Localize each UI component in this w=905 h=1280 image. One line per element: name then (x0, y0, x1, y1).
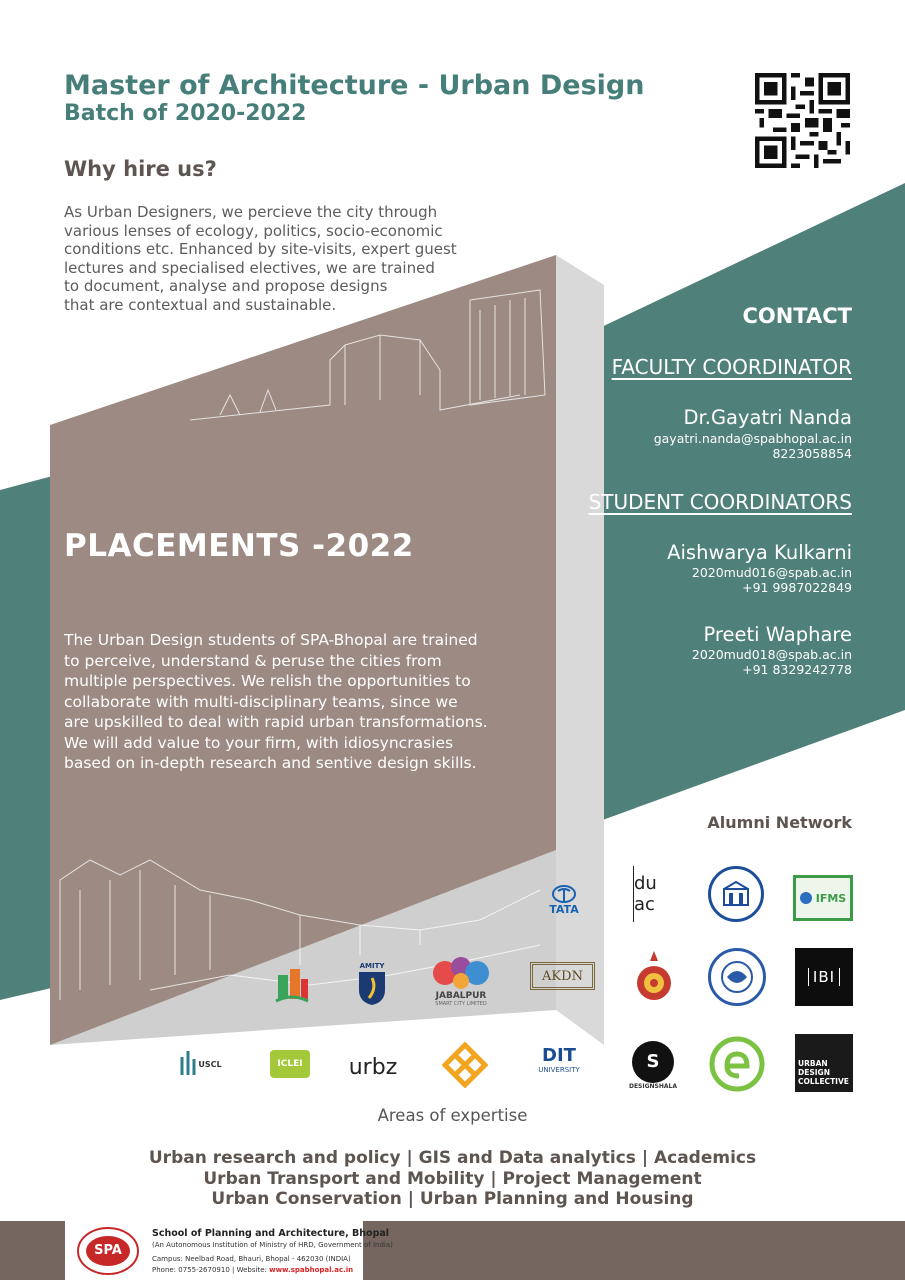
why-line: to document, analyse and propose designs (64, 277, 388, 295)
jabalpur-logo-text: JABALPUR (435, 991, 487, 1001)
ibi-logo-icon (795, 948, 853, 1006)
jabalpur-smart-city-logo-icon (428, 950, 494, 1012)
footer-website-label: Website: (236, 1266, 267, 1274)
why-line: lectures and specialised electives, we are trained (64, 258, 435, 277)
tata-logo-text: TATA (549, 902, 579, 916)
student-name: Aishwarya Kulkarni (667, 541, 852, 564)
footer-phone: Phone: 0755-2670910 (152, 1266, 230, 1274)
placements-text (64, 630, 564, 774)
designshala-logo-text: DESIGNSHALA (628, 1082, 678, 1090)
student-email[interactable]: 2020mud018@spab.ac.in (691, 647, 852, 662)
placements-line: are upskilled to deal with rapid urban transformations. (64, 713, 488, 731)
duac-logo-icon (633, 866, 676, 922)
designshala-circle-icon: S (632, 1041, 674, 1083)
student-phone: +91 9987022849 (742, 580, 852, 595)
areas-heading: Areas of expertise (377, 1106, 528, 1125)
ifms-logo-text: IFMS (815, 891, 847, 905)
knot-logo-icon (440, 1040, 490, 1090)
udc-logo-text: COLLECTIVE (798, 1077, 849, 1086)
footer-address: Campus: Neelbad Road, Bhauri, Bhopal - 462030 (INDIA) (152, 1255, 351, 1263)
placements-line: The Urban Design students of SPA-Bhopal are trained (64, 631, 478, 649)
akdn-logo-text: AKDN (542, 968, 583, 984)
areas-line: Urban research and policy | GIS and Data analytics | Academics (148, 1148, 757, 1168)
alumni-heading: Alumni Network (707, 813, 852, 832)
student-coordinators-heading: STUDENT COORDINATORS (588, 490, 852, 514)
urbz-logo-icon (345, 1046, 401, 1088)
placements-line: based on in-depth research and sentive design skills. (64, 754, 477, 772)
spa-logo-text: SPA (94, 1243, 122, 1258)
spa-logo-icon (74, 1226, 142, 1276)
areas-line: Urban Transport and Mobility | Project Management (203, 1169, 702, 1189)
udc-logo-text: DESIGN (798, 1068, 830, 1077)
placements-line: multiple perspectives. We relish the opportunities to (64, 672, 471, 690)
footer-school-name: School of Planning and Architecture, Bhopal (152, 1228, 390, 1239)
why-line: various lenses of ecology, politics, socio-economic (64, 221, 443, 240)
ifms-dot-icon (800, 892, 812, 904)
e-logo-icon (708, 1036, 766, 1092)
tata-logo-icon (543, 880, 585, 920)
urbz-logo-text: urbz (348, 1054, 398, 1080)
udc-logo-text: URBAN (798, 1059, 828, 1068)
duac-logo-text: du ac (634, 873, 657, 915)
amity-logo-text: AMITY (359, 962, 385, 970)
placements-title: PLACEMENTS -2022 (64, 528, 414, 564)
amity-logo-icon (352, 960, 392, 1008)
dit-logo-text: DIT (542, 1044, 576, 1066)
urban-design-collective-logo-icon (795, 1034, 853, 1092)
why-line: conditions etc. Enhanced by site-visits, expert guest (64, 240, 457, 258)
footer-tagline: (An Autonomous Institution of Ministry of HRD, Government of India) (152, 1241, 393, 1249)
why-line: that are contextual and sustainable. (64, 295, 337, 314)
page-title: Master of Architecture - Urban Design (64, 70, 645, 101)
placements-line: We will add value to your firm, with idiosyncrasies (64, 733, 454, 752)
uscl-logo-icon (172, 1046, 228, 1082)
development-authority-logo-icon (708, 866, 764, 922)
haryana-emblem-logo-icon (633, 948, 675, 1004)
ibi-logo-text: IBI (808, 968, 840, 986)
student-name: Preeti Waphare (703, 623, 852, 646)
dit-logo-subtext: UNIVERSITY (538, 1065, 580, 1074)
student-email[interactable]: 2020mud016@spab.ac.in (691, 565, 852, 580)
why-hire-text (64, 203, 584, 314)
qr-code-icon (755, 73, 850, 168)
faculty-coordinator-heading: FACULTY COORDINATOR (611, 355, 852, 379)
jabalpur-logo-subtext: SMART CITY LIMITED (435, 1001, 487, 1007)
iclei-logo-icon (270, 1050, 310, 1078)
faculty-email[interactable]: gayatri.nanda@spabhopal.ac.in (653, 431, 852, 446)
footer-contact: Phone: 0755-2670910 | Website: www.spabhopal.ac.in (152, 1266, 354, 1274)
uscl-logo-text: USCL (198, 1059, 222, 1069)
dit-university-logo-icon (530, 1038, 588, 1080)
why-line: As Urban Designers, we percieve the city through (64, 203, 438, 221)
page-subtitle: Batch of 2020-2022 (64, 101, 307, 126)
placements-line: to perceive, understand & peruse the cities from (64, 651, 442, 670)
faculty-phone: 8223058854 (772, 446, 852, 461)
contact-heading: CONTACT (742, 304, 852, 328)
designshala-logo-icon (628, 1036, 678, 1094)
why-hire-heading: Why hire us? (64, 157, 217, 181)
ifms-logo-icon (793, 875, 853, 921)
student-phone: +91 8329242778 (742, 662, 852, 677)
areas-line: Urban Conservation | Urban Planning and Housing (211, 1189, 694, 1209)
buildings-logo-icon (273, 964, 311, 1004)
circular-seal-logo-icon (708, 948, 766, 1006)
faculty-name: Dr.Gayatri Nanda (683, 406, 852, 429)
placements-line: collaborate with multi-disciplinary teams, since we (64, 692, 458, 711)
akdn-logo-icon (530, 962, 595, 990)
iclei-logo-text: ICLEI (277, 1059, 303, 1069)
footer-website-link[interactable]: www.spabhopal.ac.in (269, 1266, 354, 1274)
